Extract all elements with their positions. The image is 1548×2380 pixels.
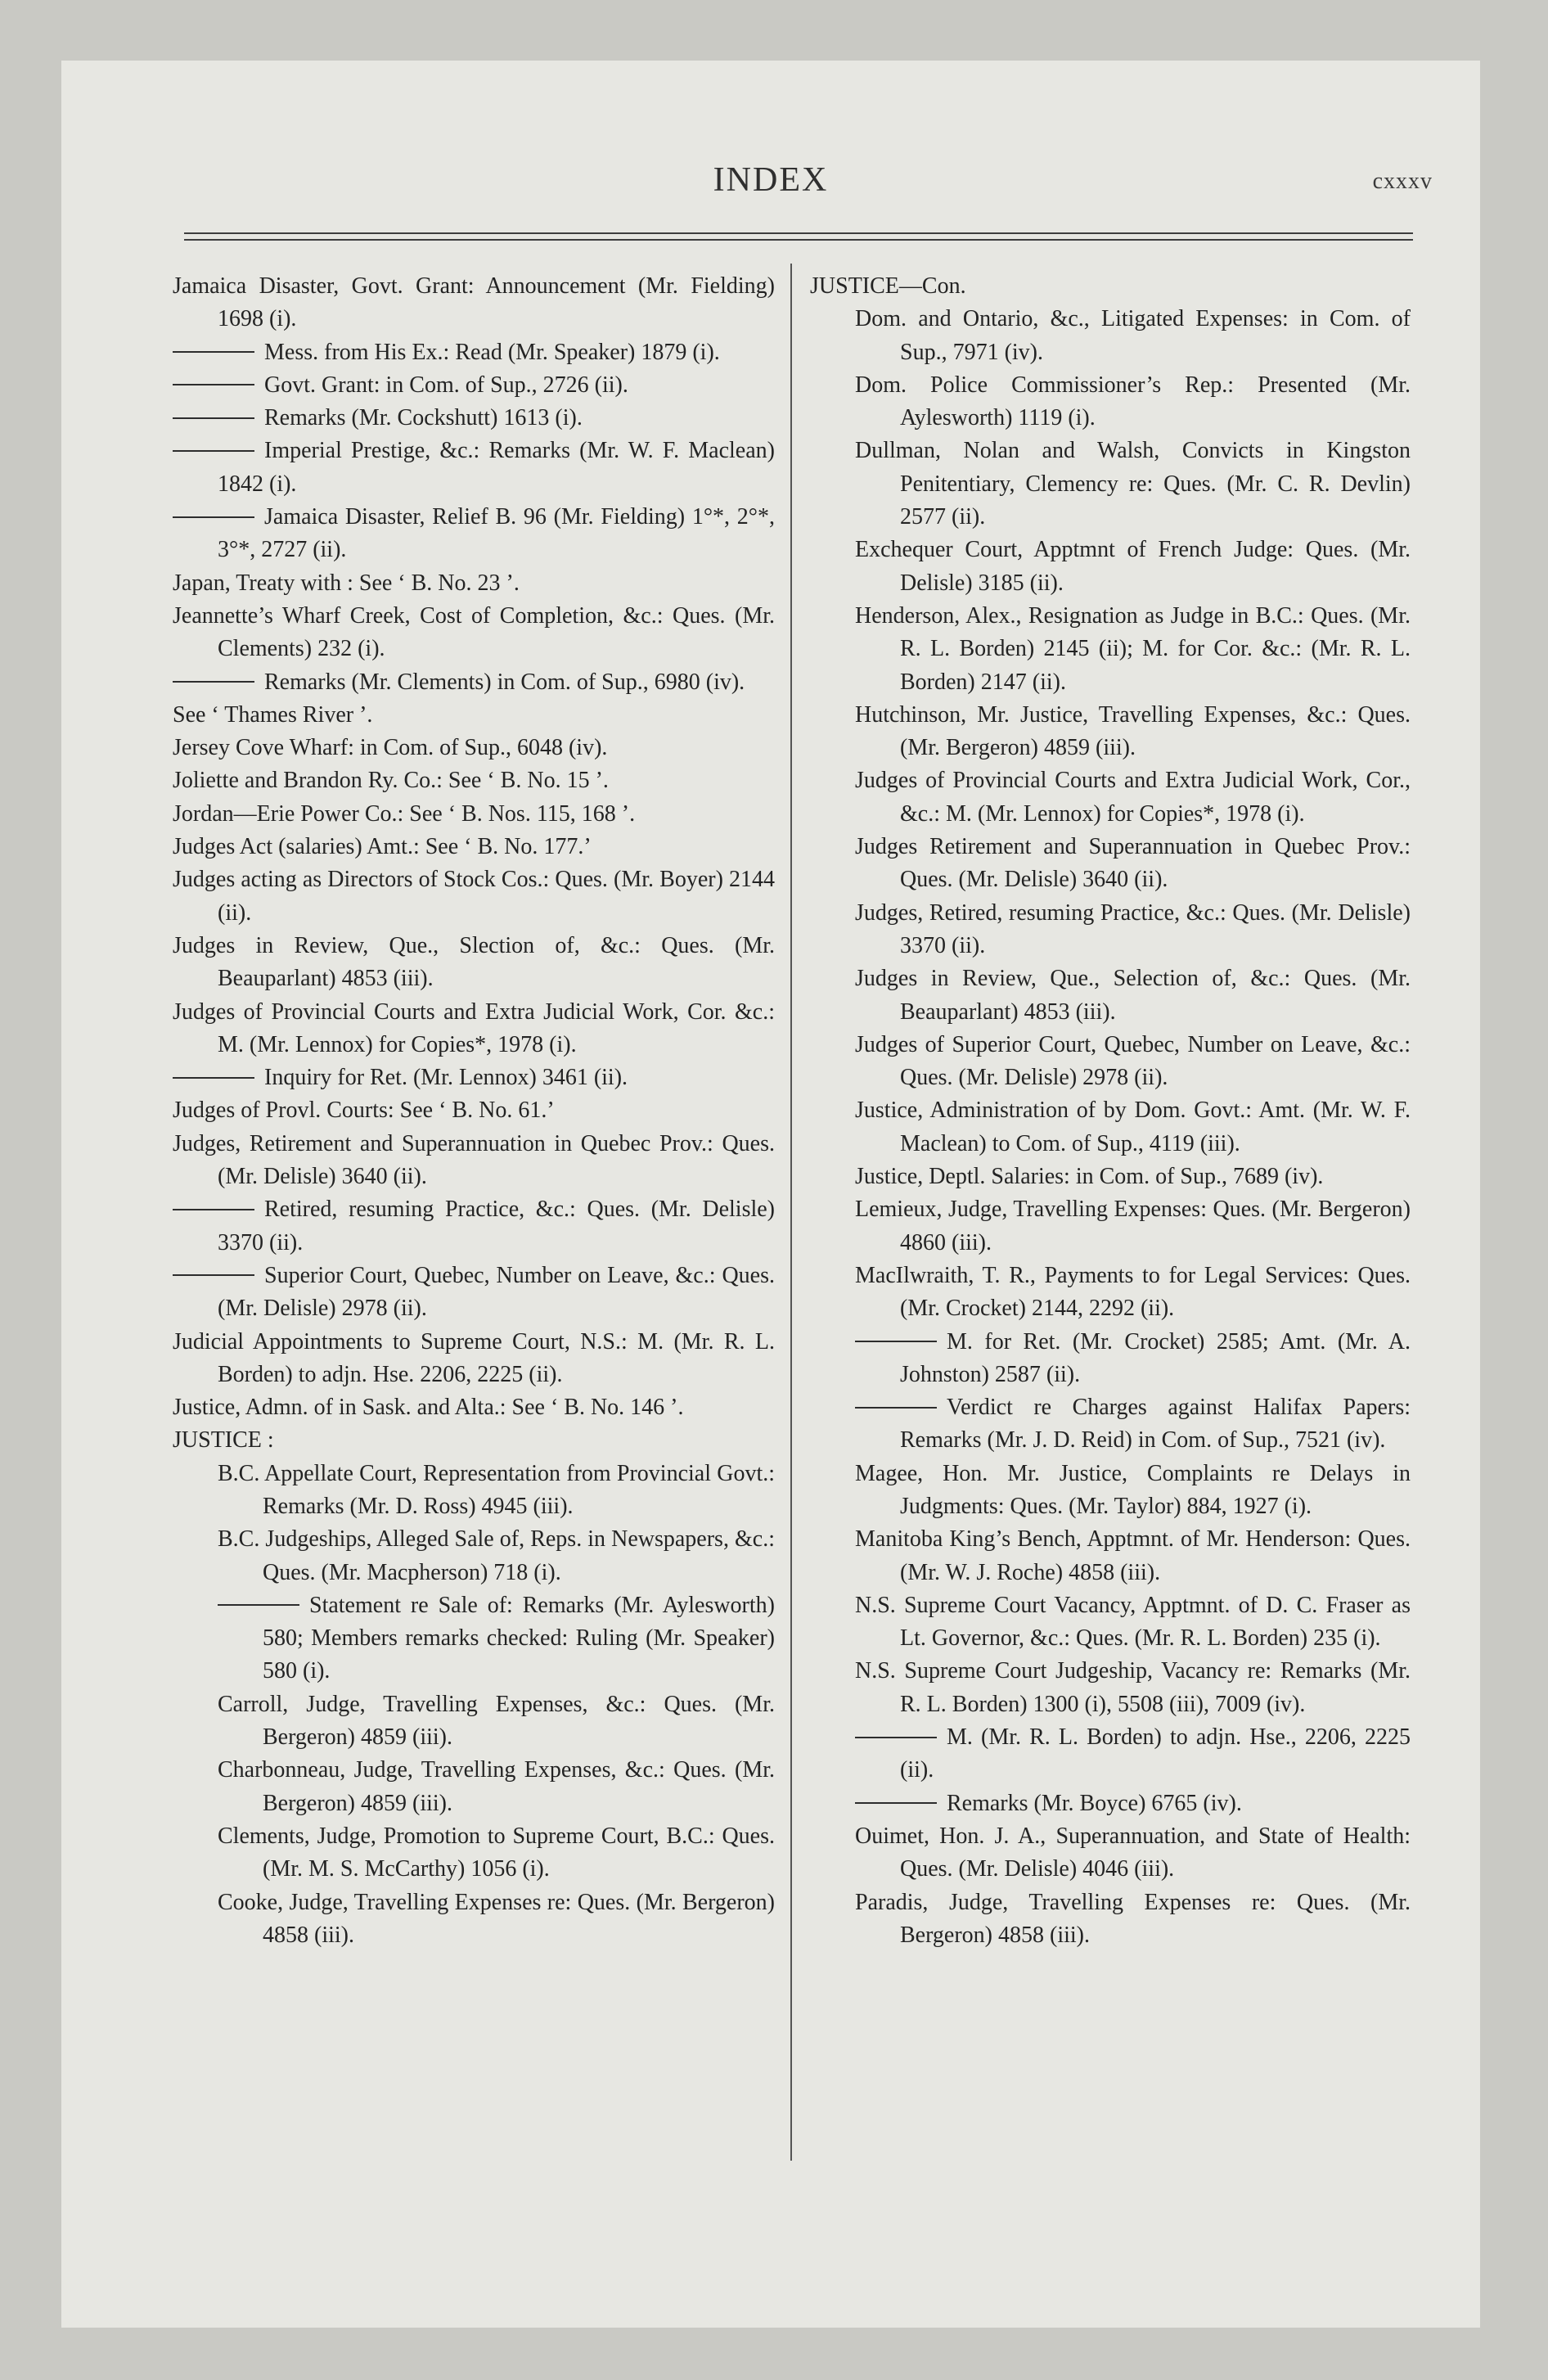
index-entry-text: Cooke, Judge, Travelling Expenses re: Ques. (Mr. Bergeron) 4858 (iii). bbox=[218, 1889, 775, 1948]
header-rule-top bbox=[184, 232, 1413, 234]
header-rule-bottom bbox=[184, 239, 1413, 241]
index-entry bbox=[218, 1820, 775, 1886]
index-entry-text: JUSTICE : bbox=[173, 1427, 274, 1454]
index-entry-text: N.S. Supreme Court Judgeship, Vacancy re: Remarks (Mr. R. L. Borden) 1300 (i), 5508 (iii), 7009 (iv). bbox=[855, 1658, 1411, 1717]
index-entry-text: Remarks (Mr. Cockshutt) 1613 (i). bbox=[264, 405, 583, 431]
ditto-dash bbox=[173, 681, 254, 683]
index-entry bbox=[855, 1886, 1411, 1953]
index-entry-text: Ouimet, Hon. J. A., Superannuation, and State of Health: Ques. (Mr. Delisle) 4046 (iii). bbox=[855, 1823, 1411, 1882]
index-entry bbox=[173, 798, 775, 831]
ditto-dash bbox=[173, 1274, 254, 1276]
index-entry bbox=[218, 1754, 775, 1820]
index-entry bbox=[173, 369, 775, 402]
ditto-dash bbox=[173, 1077, 254, 1079]
index-entry-text: Judges, Retirement and Superannuation in Quebec Prov.: Ques. (Mr. Delisle) 3640 (ii). bbox=[173, 1130, 775, 1190]
index-entry bbox=[173, 435, 775, 501]
index-entry bbox=[173, 930, 775, 996]
index-entry-text: Jamaica Disaster, Govt. Grant: Announcement (Mr. Fielding) 1698 (i). bbox=[173, 273, 775, 332]
index-entry-text: Exchequer Court, Apptmnt of French Judge: Ques. (Mr. Delisle) 3185 (ii). bbox=[855, 537, 1411, 596]
index-entry-text: Henderson, Alex., Resignation as Judge in B.C.: Ques. (Mr. R. L. Borden) 2145 (ii); M. for Cor. &c.: (Mr. R. L. Borden) 2147 (ii). bbox=[855, 602, 1411, 695]
index-entry-text: Judges acting as Directors of Stock Cos.: Ques. (Mr. Boyer) 2144 (ii). bbox=[173, 867, 775, 926]
index-entry bbox=[855, 534, 1411, 600]
index-column-left bbox=[173, 270, 775, 1952]
index-entry-text: Judges of Provl. Courts: See ‘ B. No. 61.’ bbox=[173, 1098, 555, 1124]
index-entry-text: Judges of Superior Court, Quebec, Number on Leave, &c.: Ques. (Mr. Delisle) 2978 (ii). bbox=[855, 1031, 1411, 1091]
index-entry bbox=[173, 1260, 775, 1326]
index-entry-text: MacIlwraith, T. R., Payments to for Legal Services: Ques. (Mr. Crocket) 2144, 2292 (ii). bbox=[855, 1262, 1411, 1322]
index-entry bbox=[173, 996, 775, 1062]
index-entry-text: Superior Court, Quebec, Number on Leave, &c.: Ques. (Mr. Delisle) 2978 (ii). bbox=[218, 1262, 775, 1322]
ditto-dash bbox=[855, 1737, 937, 1738]
index-column-right bbox=[810, 270, 1411, 1952]
ditto-dash bbox=[855, 1341, 937, 1342]
index-entry bbox=[855, 1787, 1411, 1820]
index-entry bbox=[855, 1326, 1411, 1392]
index-entry bbox=[855, 831, 1411, 897]
index-entry-text: Remarks (Mr. Clements) in Com. of Sup., 6980 (iv). bbox=[264, 669, 745, 695]
index-entry bbox=[855, 1589, 1411, 1656]
index-entry bbox=[173, 402, 775, 435]
index-entry bbox=[855, 1029, 1411, 1095]
index-entry-text: Joliette and Brandon Ry. Co.: See ‘ B. No. 15 ’. bbox=[173, 768, 609, 794]
index-entry bbox=[173, 732, 775, 764]
ditto-dash bbox=[173, 351, 254, 353]
index-entry bbox=[218, 1523, 775, 1589]
index-entry-text: Retired, resuming Practice, &c.: Ques. (Mr. Delisle) 3370 (ii). bbox=[218, 1197, 775, 1255]
index-entry-text: M. for Ret. (Mr. Crocket) 2585; Amt. (Mr. A. Johnston) 2587 (ii). bbox=[900, 1328, 1411, 1387]
column-divider bbox=[790, 264, 792, 2161]
ditto-dash bbox=[173, 384, 254, 385]
index-entry bbox=[173, 831, 775, 863]
index-entry bbox=[173, 1391, 775, 1424]
index-entry-text: Justice, Admn. of in Sask. and Alta.: See ‘ B. No. 146 ’. bbox=[173, 1395, 684, 1421]
index-entry-text: Statement re Sale of: Remarks (Mr. Aylesworth) 580; Members remarks checked: Ruling (Mr. Speaker) 580 (i). bbox=[263, 1592, 775, 1684]
ditto-dash bbox=[173, 450, 254, 452]
page-title: INDEX bbox=[713, 161, 829, 199]
index-entry bbox=[218, 1688, 775, 1755]
index-entry-text: Judges Retirement and Superannuation in Quebec Prov.: Ques. (Mr. Delisle) 3640 (ii). bbox=[855, 834, 1411, 893]
index-entry bbox=[173, 1062, 775, 1094]
index-entry bbox=[173, 501, 775, 567]
index-entry bbox=[218, 1458, 775, 1524]
ditto-dash bbox=[855, 1407, 937, 1409]
index-entry bbox=[173, 764, 775, 797]
index-entry-text: Justice, Administration of by Dom. Govt.: Amt. (Mr. W. F. Maclean) to Com. of Sup., 4119 (iii). bbox=[855, 1098, 1411, 1156]
index-entry bbox=[810, 270, 1411, 303]
index-entry-text: Jersey Cove Wharf: in Com. of Sup., 6048 (iv). bbox=[173, 735, 608, 761]
index-entry-text: Manitoba King’s Bench, Apptmnt. of Mr. Henderson: Ques. (Mr. W. J. Roche) 4858 (iii). bbox=[855, 1526, 1411, 1585]
index-entry bbox=[855, 1391, 1411, 1458]
index-entry bbox=[173, 336, 775, 369]
index-entry bbox=[173, 1128, 775, 1194]
index-entry-text: Japan, Treaty with : See ‘ B. No. 23 ’. bbox=[173, 570, 520, 596]
index-entry-text: Jeannette’s Wharf Creek, Cost of Completion, &c.: Ques. (Mr. Clements) 232 (i). bbox=[173, 602, 775, 662]
index-entry bbox=[855, 1523, 1411, 1589]
index-entry bbox=[855, 1655, 1411, 1721]
ditto-dash bbox=[173, 417, 254, 419]
document-page bbox=[61, 61, 1480, 2328]
index-entry-text: Judges, Retired, resuming Practice, &c.: Ques. (Mr. Delisle) 3370 (ii). bbox=[855, 899, 1411, 958]
ditto-dash bbox=[173, 516, 254, 518]
index-entry bbox=[218, 1886, 775, 1953]
index-entry bbox=[173, 567, 775, 600]
index-entry-text: B.C. Appellate Court, Representation from Provincial Govt.: Remarks (Mr. D. Ross) 4945 (iii). bbox=[218, 1460, 775, 1519]
index-entry-text: Justice, Deptl. Salaries: in Com. of Sup., 7689 (iv). bbox=[855, 1164, 1324, 1190]
index-entry bbox=[855, 303, 1411, 369]
index-entry-text: M. (Mr. R. L. Borden) to adjn. Hse., 2206, 2225 (ii). bbox=[900, 1724, 1411, 1783]
index-entry-text: JUSTICE—Con. bbox=[810, 273, 966, 299]
index-entry bbox=[855, 699, 1411, 765]
index-entry bbox=[855, 600, 1411, 699]
index-entry-text: Jamaica Disaster, Relief B. 96 (Mr. Fielding) 1°*, 2°*, 3°*, 2727 (ii). bbox=[218, 504, 775, 563]
index-entry bbox=[855, 962, 1411, 1029]
index-entry-text: Lemieux, Judge, Travelling Expenses: Ques. (Mr. Bergeron) 4860 (iii). bbox=[855, 1197, 1411, 1255]
index-entry bbox=[218, 1589, 775, 1688]
index-entry-text: Dom. Police Commissioner’s Rep.: Presented (Mr. Aylesworth) 1119 (i). bbox=[855, 372, 1411, 431]
index-entry-text: Carroll, Judge, Travelling Expenses, &c.: Ques. (Mr. Bergeron) 4859 (iii). bbox=[218, 1691, 775, 1751]
index-entry-text: Remarks (Mr. Boyce) 6765 (iv). bbox=[947, 1790, 1242, 1816]
index-entry-text: Dom. and Ontario, &c., Litigated Expenses: in Com. of Sup., 7971 (iv). bbox=[855, 306, 1411, 365]
index-entry bbox=[855, 435, 1411, 534]
index-entry bbox=[173, 863, 775, 930]
index-entry bbox=[855, 1161, 1411, 1193]
index-entry-text: Judges Act (salaries) Amt.: See ‘ B. No. 177.’ bbox=[173, 834, 592, 860]
index-entry-text: Verdict re Charges against Halifax Papers: Remarks (Mr. J. D. Reid) in Com. of Sup., 7521 (iv). bbox=[900, 1395, 1411, 1454]
ditto-dash bbox=[173, 1209, 254, 1210]
index-entry-text: Mess. from His Ex.: Read (Mr. Speaker) 1879 (i). bbox=[264, 339, 720, 365]
index-entry bbox=[855, 1820, 1411, 1886]
index-entry bbox=[855, 764, 1411, 831]
index-entry bbox=[173, 600, 775, 666]
index-entry bbox=[855, 897, 1411, 963]
index-entry bbox=[173, 270, 775, 336]
index-entry bbox=[173, 1094, 775, 1127]
ditto-dash bbox=[855, 1802, 937, 1804]
index-entry-text: Govt. Grant: in Com. of Sup., 2726 (ii). bbox=[264, 372, 628, 398]
index-entry bbox=[173, 666, 775, 699]
index-entry-text: Judges in Review, Que., Selection of, &c.: Ques. (Mr. Beauparlant) 4853 (iii). bbox=[855, 966, 1411, 1025]
index-entry-text: Judges in Review, Que., Slection of, &c.: Ques. (Mr. Beauparlant) 4853 (iii). bbox=[173, 932, 775, 992]
index-entry bbox=[173, 1193, 775, 1260]
index-entry-text: Judicial Appointments to Supreme Court, N.S.: M. (Mr. R. L. Borden) to adjn. Hse. 2206, 2225 (ii). bbox=[173, 1328, 775, 1387]
index-entry-text: Dullman, Nolan and Walsh, Convicts in Kingston Penitentiary, Clemency re: Ques. (Mr. C. R. Devlin) 2577 (ii). bbox=[855, 438, 1411, 530]
index-entry bbox=[173, 699, 775, 732]
index-entry bbox=[855, 1094, 1411, 1161]
index-entry bbox=[855, 1721, 1411, 1787]
index-entry bbox=[855, 1458, 1411, 1524]
index-entry-text: Clements, Judge, Promotion to Supreme Court, B.C.: Ques. (Mr. M. S. McCarthy) 1056 (i). bbox=[218, 1823, 775, 1882]
index-entry bbox=[855, 1193, 1411, 1260]
index-entry bbox=[173, 1326, 775, 1392]
index-entry-text: Paradis, Judge, Travelling Expenses re: Ques. (Mr. Bergeron) 4858 (iii). bbox=[855, 1889, 1411, 1948]
index-entry bbox=[855, 369, 1411, 435]
index-entry-text: Charbonneau, Judge, Travelling Expenses, &c.: Ques. (Mr. Bergeron) 4859 (iii). bbox=[218, 1757, 775, 1816]
index-entry bbox=[855, 1260, 1411, 1326]
index-entry-text: Judges of Provincial Courts and Extra Judicial Work, Cor., &c.: M. (Mr. Lennox) for Copies*, 1978 (i). bbox=[855, 768, 1411, 827]
index-entry-text: Imperial Prestige, &c.: Remarks (Mr. W. F. Maclean) 1842 (i). bbox=[218, 438, 775, 497]
index-entry-text: Judges of Provincial Courts and Extra Judicial Work, Cor. &c.: M. (Mr. Lennox) for Copies*, 1978 (i). bbox=[173, 998, 775, 1057]
index-entry-text: B.C. Judgeships, Alleged Sale of, Reps. in Newspapers, &c.: Ques. (Mr. Macpherson) 718 (i). bbox=[218, 1526, 775, 1585]
index-entry-text: Hutchinson, Mr. Justice, Travelling Expenses, &c.: Ques. (Mr. Bergeron) 4859 (iii). bbox=[855, 701, 1411, 761]
ditto-dash bbox=[218, 1604, 299, 1606]
index-entry-text: Magee, Hon. Mr. Justice, Complaints re Delays in Judgments: Ques. (Mr. Taylor) 884, 1927 (i). bbox=[855, 1460, 1411, 1519]
index-entry-text: Jordan—Erie Power Co.: See ‘ B. Nos. 115, 168 ’. bbox=[173, 800, 636, 827]
index-entry-text: See ‘ Thames River ’. bbox=[173, 701, 373, 728]
index-entry-text: N.S. Supreme Court Vacancy, Apptmnt. of D. C. Fraser as Lt. Governor, &c.: Ques. (Mr. R. L. Borden) 235 (i). bbox=[855, 1592, 1411, 1652]
page-number: cxxxv bbox=[1372, 169, 1433, 194]
index-entry bbox=[173, 1424, 775, 1457]
index-entry-text: Inquiry for Ret. (Mr. Lennox) 3461 (ii). bbox=[264, 1065, 628, 1091]
